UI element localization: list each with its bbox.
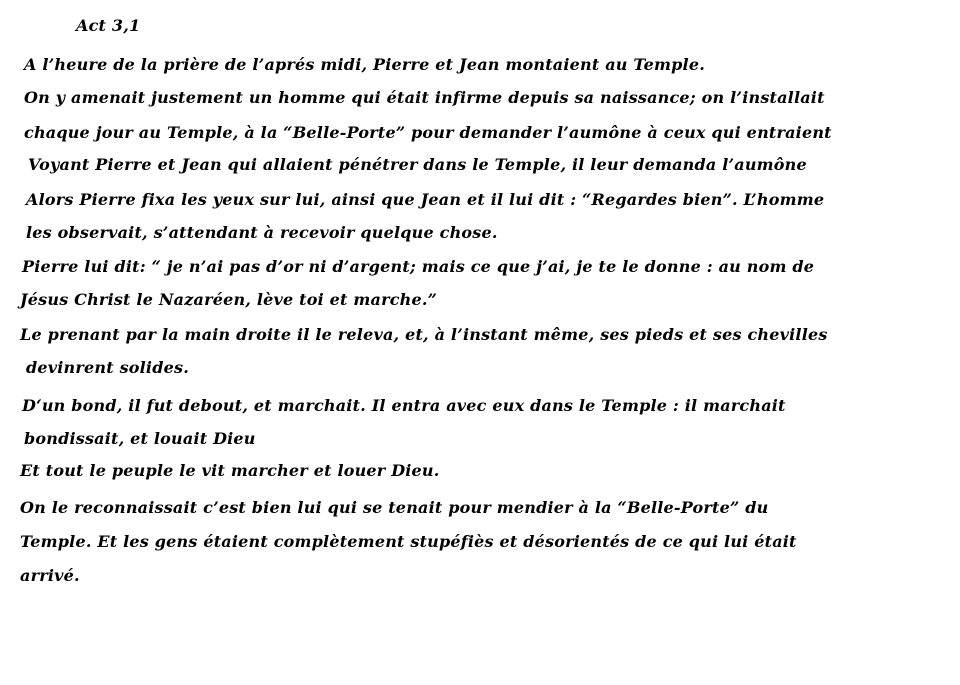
text-line: On y amenait justement un homme qui était infirme depuis sa naissance; on l’installait: [24, 88, 825, 107]
text-line: Alors Pierre fixa les yeux sur lui, ainsi que Jean et il lui dit : “Regardes bien”. L’homme: [26, 190, 825, 209]
text-line: Pierre lui dit: “ je n’ai pas d’or ni d’argent; mais ce que j’ai, je te le donne : au nom de: [22, 257, 815, 276]
text-line: Voyant Pierre et Jean qui allaient pénétrer dans le Temple, il leur demanda l’aumône: [28, 155, 807, 174]
text-line: Et tout le peuple le vit marcher et louer Dieu.: [20, 461, 440, 480]
document-title: Act 3,1: [76, 16, 141, 35]
text-line: Temple. Et les gens étaient complètement stupéfiès et désorientés de ce qui lui était: [20, 532, 797, 551]
text-line: devinrent solides.: [26, 358, 189, 377]
text-line: On le reconnaissait c’est bien lui qui se tenait pour mendier à la “Belle-Porte” du: [20, 498, 769, 517]
text-line: Jésus Christ le Nazaréen, lève toi et marche.”: [20, 290, 438, 309]
text-line: arrivé.: [20, 566, 80, 585]
text-line: A l’heure de la prière de l’aprés midi, Pierre et Jean montaient au Temple.: [24, 55, 705, 74]
text-line: Le prenant par la main droite il le releva, et, à l’instant même, ses pieds et ses chevilles: [20, 325, 828, 344]
text-line: chaque jour au Temple, à la “Belle-Porte” pour demander l’aumône à ceux qui entraient: [24, 123, 832, 142]
text-line: bondissait, et louait Dieu: [24, 429, 256, 448]
text-line: D‘un bond, il fut debout, et marchait. Il entra avec eux dans le Temple : il marchait: [22, 396, 786, 415]
text-line: les observait, s’attendant à recevoir quelque chose.: [26, 223, 498, 242]
